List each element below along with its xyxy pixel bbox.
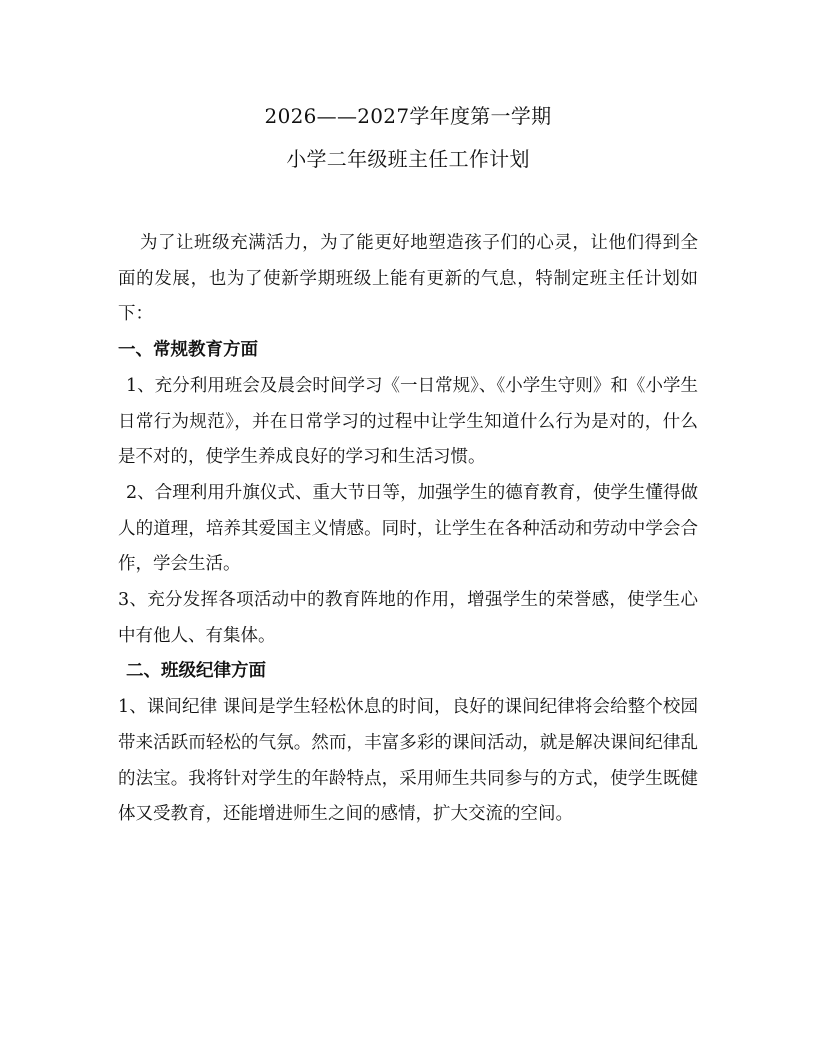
section-heading-routine-education: 一、常规教育方面 <box>118 340 258 361</box>
document-title-line2: 小学二年级班主任工作计划 <box>286 147 530 171</box>
routine-item-2: 2、合理利用升旗仪式、重大节日等，加强学生的德育教育，使学生懂得做人的道理，培养其爱国主义情感。同时，让学生在各种活动和劳动中学会合作，学会生活。 <box>118 482 698 575</box>
document-title-line1: 2026——2027学年度第一学期 <box>264 104 552 128</box>
routine-item-3: 3、充分发挥各项活动中的教育阵地的作用，增强学生的荣誉感，使学生心中有他人、有集体。 <box>118 590 698 646</box>
document-body <box>118 226 698 833</box>
intro-paragraph: 为了让班级充满活力，为了能更好地塑造孩子们的心灵，让他们得到全面的发展，也为了使新学期班级上能有更新的气息，特制定班主任计划如下： <box>118 233 698 325</box>
section-heading-class-discipline: 二、班级纪律方面 <box>126 661 266 682</box>
discipline-item-1: 1、课间纪律 课间是学生轻松休息的时间，良好的课间纪律将会给整个校园带来活跃而轻松的气氛。然而，丰富多彩的课间活动，就是解决课间纪律乱的法宝。我将针对学生的年龄特点，采用师生共同参与的方式，使学生既健体又受教育，还能增进师生之间的感情，扩大交流的空间。 <box>118 697 698 825</box>
routine-item-1: 1、充分利用班会及晨会时间学习《一日常规》、《小学生守则》和《小学生日常行为规范》，并在日常学习的过程中让学生知道什么行为是对的，什么是不对的，使学生养成良好的学习和生活习惯。 <box>118 375 698 468</box>
